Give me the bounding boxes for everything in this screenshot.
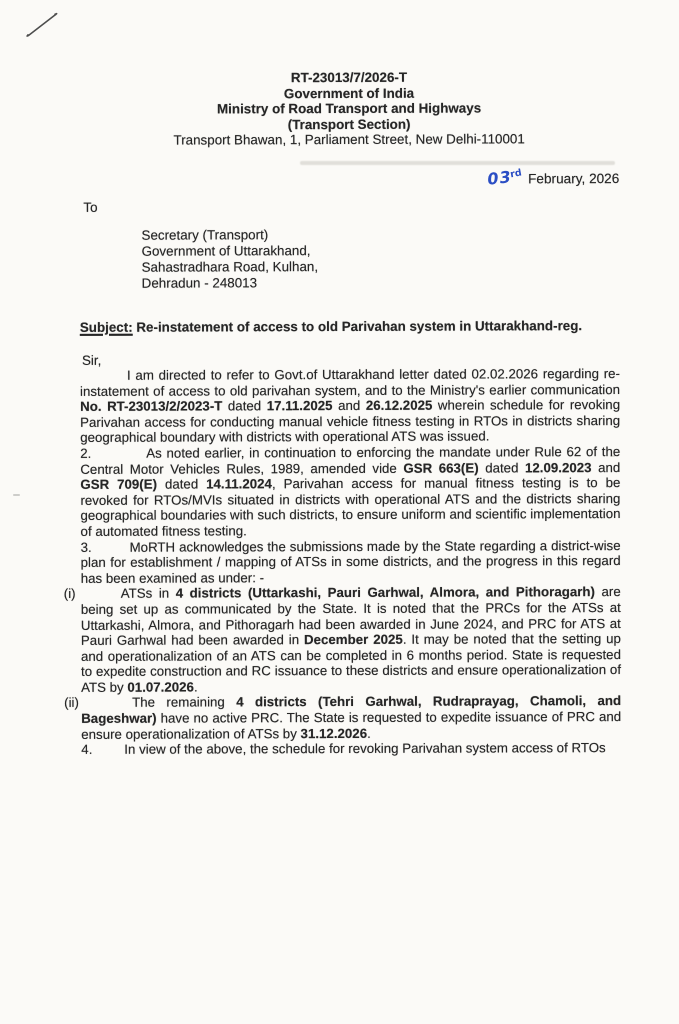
text-run: . — [193, 679, 198, 695]
to-label: To — [83, 199, 98, 215]
office-address: Transport Bhawan, 1, Parliament Street, New Delhi-110001 — [173, 131, 525, 148]
text-run: MoRTH acknowledges the submissions made by the State regarding a district-wise plan for establishment / mapping of ATSs in some districts, and the progress in this regard has been examined as under: - — [80, 537, 621, 586]
text-run: have no active PRC. The State is requested to expedite issuance of PRC and ensure operationalization of ATSs by — [81, 709, 622, 742]
text-run: dated — [478, 459, 526, 476]
government-title: Government of India — [283, 85, 415, 101]
text-run: , Parivahan access for manual fitness testing is to be revoked for RTOs/MVIs situated in districts with operational ATS and the districts sharing geographical boundaries with such districts, to ensure uniform and scientific implementation of automated fitness testing. — [80, 475, 621, 539]
text-run: 12.09.2023 — [524, 459, 592, 475]
recipient-line: Sahastradhara Road, Kulhan, — [141, 259, 319, 275]
text-run: dated — [156, 476, 207, 492]
paragraph-number: 3. — [80, 539, 92, 555]
text-run: . It may be noted that the setting up and operationalization of an ATS can be completed in 6 months period. State is requested to expedite construction and RC issuance to these districts and ensure operationalization of ATS by — [80, 631, 622, 695]
paragraph-text — [80, 444, 620, 539]
text-run: 31.12.2026 — [300, 725, 368, 741]
recipient-address — [141, 226, 619, 292]
text-run: ATSs in — [120, 585, 176, 602]
recipient-line: Government of Uttarakhand, — [141, 243, 311, 259]
text-run: 14.11.2024 — [206, 476, 272, 492]
letterhead — [79, 69, 619, 148]
handwritten-ordinal-suffix: rd — [508, 166, 523, 180]
handwritten-day: 03 — [487, 166, 513, 189]
list-item-number: (ii) — [64, 695, 79, 711]
recipient-line: Secretary (Transport) — [141, 227, 269, 243]
paragraph-number: 4. — [81, 742, 93, 758]
list-item-text — [81, 584, 621, 694]
ministry-title: Ministry of Road Transport and Highways — [216, 100, 482, 117]
reference-number: RT-23013/7/2026-T — [290, 69, 408, 86]
text-run: 17.11.2025 — [266, 398, 333, 414]
text-run: 4 districts (Uttarkashi, Pauri Garhwal, Almora, and Pithoragarh) — [175, 584, 595, 601]
list-item-i — [63, 584, 622, 695]
list-item-ii — [64, 693, 622, 742]
recipient-line: Dehradun - 248013 — [141, 275, 258, 291]
text-run: and — [591, 459, 621, 475]
text-run: As noted earlier, in continuation to enforcing the mandate under Rule 62 of the Central Motor Vehicles Rules, 1989, amended vide — [80, 443, 621, 477]
paragraph-text — [81, 538, 621, 586]
text-run: GSR 709(E) — [80, 476, 158, 493]
salutation: Sir, — [81, 352, 102, 368]
list-item-number: (i) — [63, 586, 76, 602]
text-run: GSR 663(E) — [403, 460, 479, 476]
text-run: dated — [222, 398, 267, 414]
text-run: The remaining — [132, 694, 237, 711]
text-run: . — [367, 725, 371, 741]
text-run: 4 districts (Tehri Garhwal, Rudraprayag, Chamoli, and Bageshwar) — [81, 693, 622, 726]
printed-date: February, 2026 — [524, 170, 620, 186]
paragraph-4 — [81, 740, 621, 757]
text-run: 26.12.2025 — [365, 397, 433, 414]
text-run: and — [332, 398, 366, 414]
text-run: No. RT-23013/2/2023-T — [80, 398, 223, 415]
text-run: are being set up as communicated by the State. It is noted that the PRCs for the ATSs at Uttarkashi, Almora, and Pithoragarh had been awarded in June 2024, and PRC for ATS at Pauri Garhwal had been awarded in — [80, 584, 621, 648]
subject-line — [80, 318, 620, 335]
section-title: (Transport Section) — [287, 116, 411, 132]
paragraph-3 — [81, 538, 621, 587]
subject-label: Subject: — [79, 319, 133, 335]
paragraph-number: 2. — [80, 445, 92, 461]
subject-text: Re-instatement of access to old Parivahan system in Uttarakhand-reg. — [132, 318, 583, 335]
text-run: In view of the above, the schedule for revoking Parivahan system access of RTOs — [124, 740, 606, 758]
paragraph-2 — [80, 444, 620, 539]
text-run: I am directed to refer to Govt.of Uttarakhand letter dated 02.02.2026 regarding re-instatement of access to old parivahan system, and to the Ministry's earlier communication — [80, 366, 621, 399]
text-run: December 2025 — [303, 631, 403, 648]
text-run: 01.07.2026 — [127, 679, 194, 695]
paragraph-text — [124, 740, 605, 757]
date-line — [79, 166, 620, 192]
list-item-text — [81, 693, 621, 741]
text-run: wherein schedule for revoking Parivahan access for conducting manual vehicle fitness testing in RTOs in districts sharing geographical boundary with districts with operational ATS was issued. — [80, 397, 621, 446]
paragraph-1 — [80, 366, 620, 446]
